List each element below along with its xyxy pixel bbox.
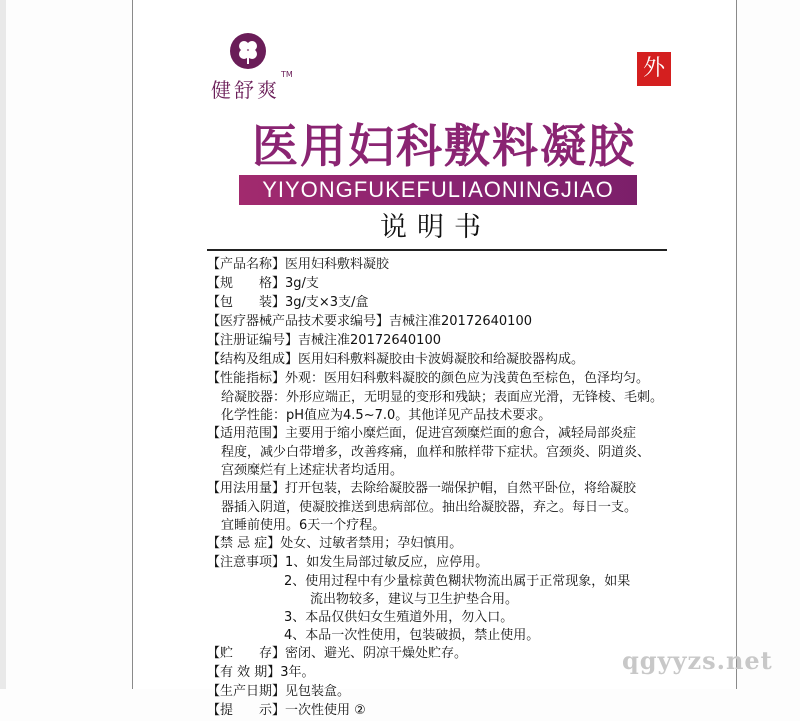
row-value: 见包装盒。 — [285, 684, 351, 699]
row-value: 主要用于缩小糜烂面，促进宫颈糜烂面的愈合，减轻局部炎症 — [285, 426, 637, 441]
row-label: 【禁 忌 症】 — [207, 536, 281, 551]
page-edge — [0, 0, 6, 689]
row-label: 【注意事项】 — [207, 555, 286, 570]
product-title: 医用妇科敷料凝胶 — [252, 119, 636, 173]
info-row — [207, 645, 677, 663]
document-subtitle: 说明书 — [380, 212, 491, 243]
info-row — [207, 294, 677, 312]
info-row — [207, 425, 677, 443]
info-row — [207, 702, 677, 720]
info-row — [207, 683, 677, 701]
row-value: 3g/支×3支/盒 — [285, 295, 369, 310]
note-item: 3、本品仅供妇女生殖道外用，勿入口。 — [284, 610, 514, 625]
row-value: 吉械注准20172640100 — [298, 333, 441, 348]
row-label: 【包 装】 — [207, 295, 286, 310]
row-label: 【产品名称】 — [207, 257, 286, 272]
continuation-line: 宫颈糜烂有上述症状者均适用。 — [221, 463, 404, 478]
row-label: 【医疗器械产品技术要求编号】 — [207, 314, 390, 329]
leaflet-body — [207, 256, 677, 721]
row-value: 医用妇科敷料凝胶由卡波姆凝胶和给凝胶器构成。 — [298, 352, 585, 367]
row-value: 医用妇科敷料凝胶 — [285, 257, 390, 272]
info-row — [207, 554, 677, 572]
row-label: 【结构及组成】 — [207, 352, 299, 367]
note-item: 流出物较多，建议与卫生护垫合用。 — [284, 592, 519, 607]
note-item: 2、使用过程中有少量棕黄色糊状物流出属于正常现象，如果 — [284, 574, 631, 589]
leaflet-sheet — [132, 0, 737, 718]
continuation-line: 宜睡前使用。6天一个疗程。 — [221, 518, 386, 533]
brand-logo — [203, 32, 323, 102]
brand-name: 健舒爽 — [211, 78, 280, 102]
info-row — [207, 370, 677, 388]
row-value: 1、如发生局部过敏反应，应停用。 — [285, 555, 489, 570]
row-label: 【注册证编号】 — [207, 333, 299, 348]
site-watermark: qgyyzs.net — [622, 646, 773, 675]
row-label: 【性能指标】 — [207, 371, 286, 386]
row-value: 吉械注准20172640100 — [389, 314, 532, 329]
row-value: 3g/支 — [285, 276, 319, 291]
product-pinyin: YIYONGFUKEFULIAONINGJIAO — [262, 177, 614, 202]
continuation-line: 给凝胶器：外形应端正，无明显的变形和残缺；表面应光滑，无锋棱、毛刺。 — [221, 390, 664, 405]
row-label: 【规 格】 — [207, 276, 286, 291]
row-label: 【生产日期】 — [207, 684, 286, 699]
row-value: 3年。 — [280, 665, 315, 680]
info-row — [207, 275, 677, 293]
continuation-line: 化学性能：pH值应为4.5~7.0。其他详见产品技术要求。 — [221, 408, 552, 423]
info-row — [207, 332, 677, 350]
clover-logo-icon — [229, 32, 267, 70]
continuation-line: 程度，减少白带增多，改善疼痛，血样和脓样带下症状。宫颈炎、阴道炎、 — [221, 445, 651, 460]
trademark-mark: TM — [281, 70, 293, 79]
external-use-badge: 外 — [637, 52, 671, 86]
info-row — [207, 535, 677, 553]
continuation-line: 器插入阴道，使凝胶推送到患病部位。抽出给凝胶器，弃之。每日一支。 — [221, 500, 638, 515]
row-value: 密闭、避光、阴凉干燥处贮存。 — [285, 646, 468, 661]
note-item: 4、本品一次性使用，包装破损，禁止使用。 — [284, 628, 540, 643]
header-divider — [207, 249, 667, 251]
row-value: 一次性使用 ② — [285, 703, 366, 718]
row-value: 打开包装，去除给凝胶器一端保护帽，自然平卧位，将给凝胶 — [285, 481, 637, 496]
info-row — [207, 480, 677, 498]
row-label: 【提 示】 — [207, 703, 286, 718]
info-row — [207, 313, 677, 331]
row-label: 【适用范围】 — [207, 426, 286, 441]
row-label: 【有 效 期】 — [207, 665, 281, 680]
info-row — [207, 351, 677, 369]
row-label: 【用法用量】 — [207, 481, 286, 496]
row-value: 处女、过敏者禁用；孕妇慎用。 — [280, 536, 463, 551]
info-row — [207, 256, 677, 274]
info-row — [207, 664, 677, 682]
row-label: 【贮 存】 — [207, 646, 286, 661]
row-value: 外观：医用妇科敷料凝胶的颜色应为浅黄色至棕色，色泽均匀。 — [285, 371, 650, 386]
pinyin-band — [239, 175, 637, 205]
